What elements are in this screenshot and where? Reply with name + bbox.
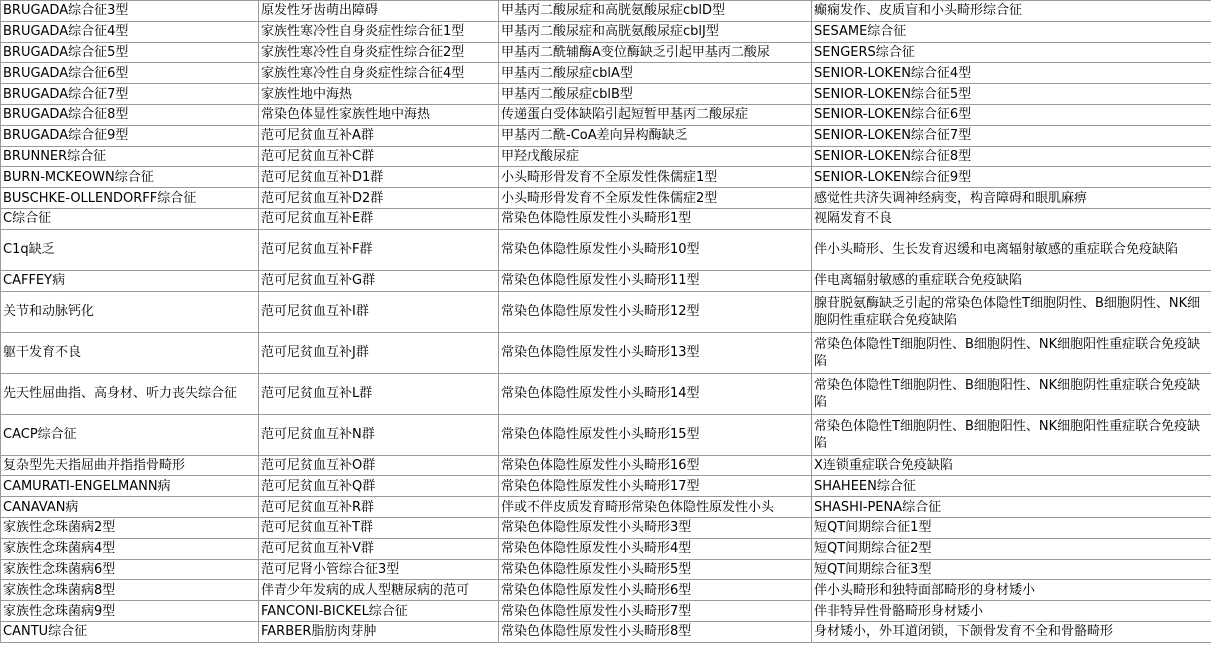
table-cell: 常染色体隐性原发性小头畸形12型: [499, 291, 812, 332]
table-cell: 甲基丙二酸尿症cblB型: [499, 84, 812, 105]
table-cell: 范可尼贫血互补T群: [259, 517, 499, 538]
table-row: [1, 188, 1211, 209]
table-cell: 癫痫发作、皮质盲和小头畸形综合征: [812, 1, 1211, 22]
table-cell: 传递蛋白受体缺陷引起短暂甲基丙二酸尿症: [499, 104, 812, 125]
table-cell: 躯干发育不良: [1, 332, 259, 373]
table-cell: SHASHI-PENA综合征: [812, 497, 1211, 518]
table-cell: SENIOR-LOKEN综合征7型: [812, 125, 1211, 146]
table-cell: 家族性地中海热: [259, 84, 499, 105]
table-cell: 伴小头畸形、生长发育迟缓和电离辐射敏感的重症联合免疫缺陷: [812, 229, 1211, 270]
table-cell: 范可尼贫血互补G群: [259, 270, 499, 291]
table-cell: 常染色体隐性原发性小头畸形7型: [499, 601, 812, 622]
table-cell: 家族性念珠菌病2型: [1, 517, 259, 538]
table-cell: CANTU综合征: [1, 621, 259, 642]
table-cell: 家族性寒冷性自身炎症性综合征1型: [259, 21, 499, 42]
table-row: [1, 517, 1211, 538]
table-cell: 先天性屈曲指、高身材、听力丧失综合征: [1, 373, 259, 414]
table-cell: 小头畸形骨发育不全原发性侏儒症2型: [499, 188, 812, 209]
table-cell: 家族性寒冷性自身炎症性综合征2型: [259, 42, 499, 63]
table-cell: 视隔发育不良: [812, 208, 1211, 229]
table-cell: BRUGADA综合征8型: [1, 104, 259, 125]
table-cell: 常染色体隐性原发性小头畸形10型: [499, 229, 812, 270]
table-cell: 范可尼贫血互补J群: [259, 332, 499, 373]
table-cell: SESAME综合征: [812, 21, 1211, 42]
table-row: [1, 146, 1211, 167]
table-cell: 常染色体隐性原发性小头畸形14型: [499, 373, 812, 414]
table-cell: SENIOR-LOKEN综合征6型: [812, 104, 1211, 125]
table-cell: 关节和动脉钙化: [1, 291, 259, 332]
table-row: [1, 414, 1211, 455]
table-row: [1, 42, 1211, 63]
table-cell: SENIOR-LOKEN综合征9型: [812, 167, 1211, 188]
table-cell: 伴小头畸形和独特面部畸形的身材矮小: [812, 580, 1211, 601]
table-cell: 常染色体隐性原发性小头畸形1型: [499, 208, 812, 229]
table-cell: BRUNNER综合征: [1, 146, 259, 167]
table-row: [1, 455, 1211, 476]
table-cell: 常染色体隐性T细胞阴性、B细胞阴性、NK细胞阳性重症联合免疫缺陷: [812, 332, 1211, 373]
table-cell: 短QT间期综合征3型: [812, 559, 1211, 580]
table-cell: 范可尼贫血互补D2群: [259, 188, 499, 209]
table-row: [1, 104, 1211, 125]
table-cell: CAMURATI-ENGELMANN病: [1, 476, 259, 497]
table-cell: 甲羟戊酸尿症: [499, 146, 812, 167]
table-cell: X连锁重症联合免疫缺陷: [812, 455, 1211, 476]
table-row: [1, 538, 1211, 559]
table-cell: SENIOR-LOKEN综合征4型: [812, 63, 1211, 84]
table-row: [1, 559, 1211, 580]
table-row: [1, 63, 1211, 84]
table-cell: 范可尼贫血互补Q群: [259, 476, 499, 497]
table-cell: 常染色体隐性T细胞阴性、B细胞阳性、NK细胞阳性重症联合免疫缺陷: [812, 414, 1211, 455]
table-cell: 家族性念珠菌病8型: [1, 580, 259, 601]
table-cell: 范可尼贫血互补D1群: [259, 167, 499, 188]
table-cell: 常染色体隐性原发性小头畸形5型: [499, 559, 812, 580]
table-cell: CACP综合征: [1, 414, 259, 455]
table-body: [1, 1, 1211, 643]
table-cell: BRUGADA综合征5型: [1, 42, 259, 63]
table-row: [1, 270, 1211, 291]
table-cell: 范可尼贫血互补O群: [259, 455, 499, 476]
table-cell: 家族性念珠菌病4型: [1, 538, 259, 559]
table-cell: BRUGADA综合征9型: [1, 125, 259, 146]
table-cell: 伴非特异性骨骼畸形身材矮小: [812, 601, 1211, 622]
table-cell: 范可尼贫血互补I群: [259, 291, 499, 332]
table-cell: 家族性念珠菌病6型: [1, 559, 259, 580]
table-cell: 小头畸形骨发育不全原发性侏儒症1型: [499, 167, 812, 188]
table-cell: C1q缺乏: [1, 229, 259, 270]
table-cell: BRUGADA综合征7型: [1, 84, 259, 105]
table-cell: 常染色体隐性原发性小头畸形17型: [499, 476, 812, 497]
table-cell: BRUGADA综合征3型: [1, 1, 259, 22]
table-cell: SENIOR-LOKEN综合征8型: [812, 146, 1211, 167]
table-cell: BUSCHKE-OLLENDORFF综合征: [1, 188, 259, 209]
table-row: [1, 373, 1211, 414]
table-cell: CAFFEY病: [1, 270, 259, 291]
table-cell: 范可尼贫血互补L群: [259, 373, 499, 414]
table-cell: 腺苷脱氨酶缺乏引起的常染色体隐性T细胞阴性、B细胞阴性、NK细胞阴性重症联合免疫缺陷: [812, 291, 1211, 332]
table-cell: SENGERS综合征: [812, 42, 1211, 63]
table-cell: 短QT间期综合征1型: [812, 517, 1211, 538]
table-cell: 范可尼肾小管综合征3型: [259, 559, 499, 580]
table-cell: 甲基丙二酸尿症cblA型: [499, 63, 812, 84]
table-row: [1, 21, 1211, 42]
table-cell: 常染色体隐性原发性小头畸形8型: [499, 621, 812, 642]
table-cell: CANAVAN病: [1, 497, 259, 518]
table-cell: 短QT间期综合征2型: [812, 538, 1211, 559]
table-cell: 常染色体隐性原发性小头畸形4型: [499, 538, 812, 559]
table-row: [1, 208, 1211, 229]
table-cell: 甲基丙二酰-CoA差向异构酶缺乏: [499, 125, 812, 146]
table-cell: 常染色体隐性原发性小头畸形16型: [499, 455, 812, 476]
table-row: [1, 497, 1211, 518]
table-cell: 范可尼贫血互补R群: [259, 497, 499, 518]
table-row: [1, 1, 1211, 22]
table-cell: 伴或不伴皮质发育畸形常染色体隐性原发性小头: [499, 497, 812, 518]
table-cell: BURN-MCKEOWN综合征: [1, 167, 259, 188]
table-row: [1, 125, 1211, 146]
table-cell: BRUGADA综合征6型: [1, 63, 259, 84]
table-cell: 范可尼贫血互补F群: [259, 229, 499, 270]
table-row: [1, 476, 1211, 497]
table-row: [1, 621, 1211, 642]
table-cell: 常染色体隐性原发性小头畸形3型: [499, 517, 812, 538]
table-cell: 常染色体隐性原发性小头畸形11型: [499, 270, 812, 291]
table-cell: 复杂型先天指屈曲并指指骨畸形: [1, 455, 259, 476]
table-cell: FANCONI-BICKEL综合征: [259, 601, 499, 622]
table-cell: 范可尼贫血互补V群: [259, 538, 499, 559]
table-cell: 范可尼贫血互补A群: [259, 125, 499, 146]
table-cell: 常染色体显性家族性地中海热: [259, 104, 499, 125]
table-cell: 范可尼贫血互补E群: [259, 208, 499, 229]
table-row: [1, 84, 1211, 105]
table-cell: 甲基丙二酸尿症和高胱氨酸尿症cblJ型: [499, 21, 812, 42]
table-cell: 伴青少年发病的成人型糖尿病的范可: [259, 580, 499, 601]
table-cell: 伴电离辐射敏感的重症联合免疫缺陷: [812, 270, 1211, 291]
table-cell: BRUGADA综合征4型: [1, 21, 259, 42]
table-cell: 常染色体隐性原发性小头畸形6型: [499, 580, 812, 601]
table-cell: 家族性念珠菌病9型: [1, 601, 259, 622]
table-cell: 常染色体隐性原发性小头畸形15型: [499, 414, 812, 455]
table-cell: 原发性牙齿萌出障碍: [259, 1, 499, 22]
table-row: [1, 332, 1211, 373]
table-cell: C综合征: [1, 208, 259, 229]
table-cell: 范可尼贫血互补C群: [259, 146, 499, 167]
table-row: [1, 601, 1211, 622]
table-row: [1, 580, 1211, 601]
table-cell: FARBER脂肪肉芽肿: [259, 621, 499, 642]
table-cell: 甲基丙二酰辅酶A变位酶缺乏引起甲基丙二酸尿: [499, 42, 812, 63]
table-row: [1, 291, 1211, 332]
table-row: [1, 167, 1211, 188]
table-cell: 家族性寒冷性自身炎症性综合征4型: [259, 63, 499, 84]
table-cell: SHAHEEN综合征: [812, 476, 1211, 497]
table-cell: 范可尼贫血互补N群: [259, 414, 499, 455]
table-cell: 感觉性共济失调神经病变，构音障碍和眼肌麻痹: [812, 188, 1211, 209]
table-cell: 甲基丙二酸尿症和高胱氨酸尿症cblD型: [499, 1, 812, 22]
table-cell: 常染色体隐性T细胞阴性、B细胞阳性、NK细胞阴性重症联合免疫缺陷: [812, 373, 1211, 414]
table-cell: 身材矮小，外耳道闭锁，下颌骨发育不全和骨骼畸形: [812, 621, 1211, 642]
table-row: [1, 229, 1211, 270]
table-cell: SENIOR-LOKEN综合征5型: [812, 84, 1211, 105]
table-cell: 常染色体隐性原发性小头畸形13型: [499, 332, 812, 373]
